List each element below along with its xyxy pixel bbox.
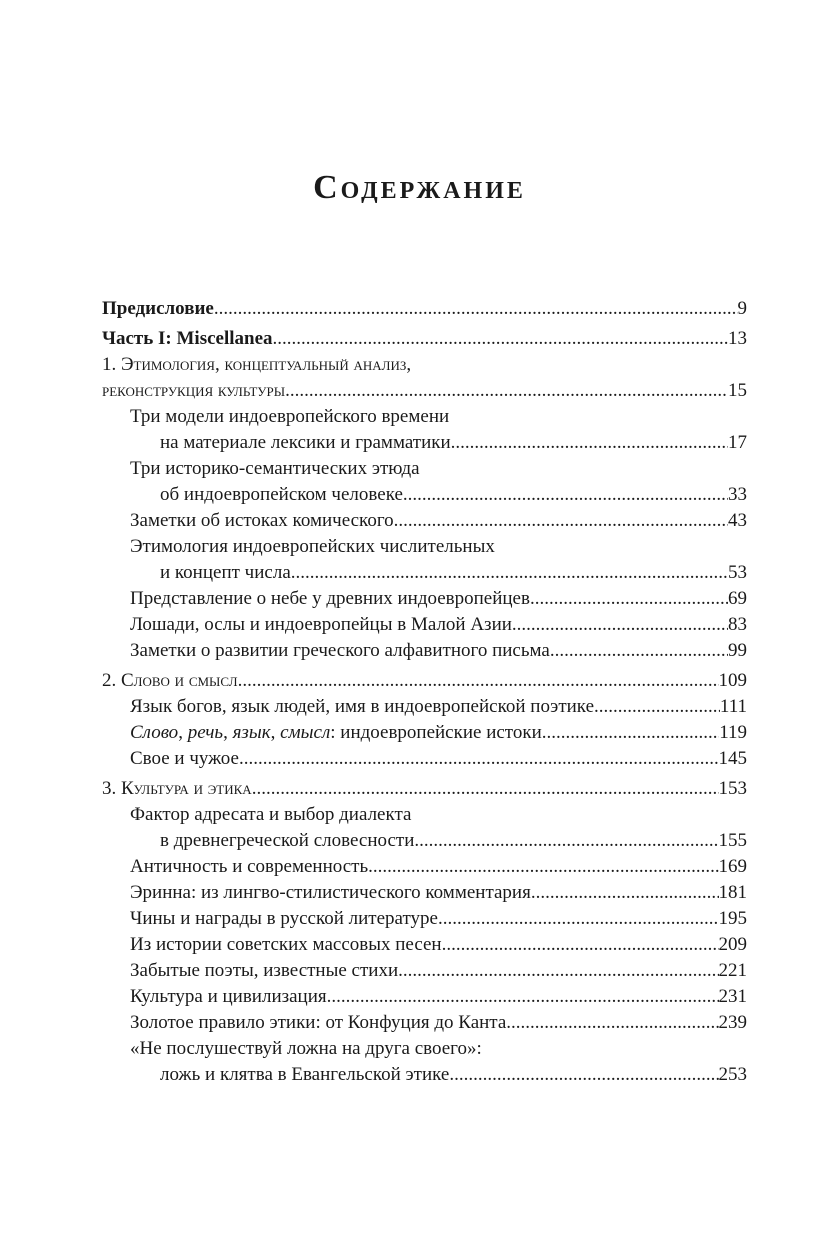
table-of-contents: [102, 296, 747, 1088]
leader-dots: [414, 828, 718, 854]
title-rest: : индоевропейские истоки: [330, 722, 542, 743]
toc-page-number: 109: [718, 670, 747, 691]
toc-entry-title: Слово и смысл: [121, 670, 238, 691]
toc-page-number: 99: [728, 640, 747, 661]
toc-entry-title: Культура и цивилизация: [130, 986, 327, 1007]
toc-entry-title: Культура и этика: [121, 778, 252, 799]
leader-dots: [550, 638, 728, 664]
toc-entry[interactable]: [102, 404, 747, 430]
toc-entry[interactable]: [102, 482, 747, 508]
toc-entry[interactable]: [102, 906, 747, 932]
toc-entry-title: Язык богов, язык людей, имя в индоевропейской поэтике: [130, 696, 594, 717]
toc-entry-title: Представление о небе у древних индоевропейцев: [130, 588, 530, 609]
toc-entry-title: Свое и чужое: [130, 748, 239, 769]
toc-page-number: 155: [718, 830, 747, 851]
toc-entry-title: в древнегреческой словесности: [160, 830, 415, 851]
toc-entry[interactable]: [102, 720, 747, 746]
leader-dots: [252, 776, 719, 802]
toc-entry-title: Забытые поэты, известные стихи: [130, 960, 399, 981]
toc-page-number: 231: [718, 986, 747, 1007]
toc-entry[interactable]: [102, 534, 747, 560]
toc-entry-title: Заметки об истоках комического: [130, 510, 394, 531]
toc-entry[interactable]: [102, 828, 747, 854]
leader-dots: [394, 508, 728, 534]
toc-page-number: 17: [728, 432, 747, 453]
comma: ,: [223, 722, 233, 743]
italic-word: язык: [232, 722, 271, 743]
toc-page-number: 169: [718, 856, 747, 877]
leader-dots: [449, 1062, 718, 1088]
leader-dots: [438, 906, 719, 932]
toc-entry-title: Эринна: из лингво-стилистического комментария: [130, 882, 531, 903]
leader-dots: [327, 984, 719, 1010]
italic-word: смысл: [280, 722, 331, 743]
toc-entry[interactable]: [102, 638, 747, 664]
toc-page-number: 221: [718, 960, 747, 981]
toc-entry-title: ложь и клятва в Евангельской этике: [160, 1064, 450, 1085]
toc-entry-title: об индоевропейском человеке: [160, 484, 403, 505]
toc-entry-title: Чины и награды в русской литературе: [130, 908, 438, 929]
leader-dots: [398, 958, 718, 984]
toc-entry-title: реконструкция культуры: [102, 380, 286, 401]
toc-page-number: 69: [728, 588, 747, 609]
toc-entry[interactable]: [102, 612, 747, 638]
leader-dots: [273, 326, 728, 352]
toc-page-number: 33: [728, 484, 747, 505]
toc-entry[interactable]: [102, 1010, 747, 1036]
toc-entry[interactable]: [102, 802, 747, 828]
leader-dots: [238, 668, 719, 694]
toc-page-number: 111: [719, 696, 747, 717]
leader-dots: [542, 720, 719, 746]
toc-page-number: 15: [728, 380, 747, 401]
toc-entry-title: Три историко-семантических этюда: [130, 458, 420, 479]
leader-dots: [594, 694, 720, 720]
toc-entry-title: Часть I: Miscellanea: [102, 328, 273, 349]
leader-dots: [291, 560, 728, 586]
toc-page-number: 239: [718, 1012, 747, 1033]
leader-dots: [442, 932, 719, 958]
section-number: 1.: [102, 354, 121, 375]
leader-dots: [214, 296, 738, 322]
leader-dots: [451, 430, 728, 456]
toc-section-1-line2[interactable]: [102, 378, 747, 404]
toc-entry[interactable]: [102, 508, 747, 534]
toc-page-number: 209: [718, 934, 747, 955]
toc-entry-title: Этимология индоевропейских числительных: [130, 536, 495, 557]
toc-page-number: 13: [728, 328, 747, 349]
toc-entry-title: Лошади, ослы и индоевропейцы в Малой Азии: [130, 614, 512, 635]
toc-entry-title: Этимология, концептуальный анализ,: [121, 354, 412, 375]
toc-entry-title: Античность и современность: [130, 856, 369, 877]
italic-word: речь: [187, 722, 224, 743]
toc-entry-part1[interactable]: [102, 326, 747, 352]
toc-entry[interactable]: [102, 586, 747, 612]
toc-entry[interactable]: [102, 560, 747, 586]
toc-section-1-line1[interactable]: [102, 352, 747, 378]
toc-entry-title: Заметки о развитии греческого алфавитного письма: [130, 640, 550, 661]
leader-dots: [531, 880, 719, 906]
leader-dots: [512, 612, 728, 638]
toc-page-number: 145: [718, 748, 747, 769]
page-title: Содержание: [313, 169, 526, 206]
toc-entry-title: Фактор адресата и выбор диалекта: [130, 804, 412, 825]
section-number: 3.: [102, 778, 121, 799]
toc-entry-title: Три модели индоевропейского времени: [130, 406, 450, 427]
italic-word: Слово: [130, 722, 179, 743]
toc-page-number: 195: [718, 908, 747, 929]
toc-entry-title: на материале лексики и грамматики: [160, 432, 451, 453]
toc-page-number: 9: [737, 298, 747, 319]
toc-entry-title: Золотое правило этики: от Конфуция до Канта: [130, 1012, 507, 1033]
toc-entry[interactable]: [102, 1062, 747, 1088]
toc-entry[interactable]: [102, 984, 747, 1010]
toc-entry[interactable]: [102, 854, 747, 880]
comma: ,: [270, 722, 281, 743]
toc-page-number: 53: [728, 562, 747, 583]
toc-section-3[interactable]: [102, 776, 747, 802]
leader-dots: [530, 586, 728, 612]
leader-dots: [506, 1010, 718, 1036]
toc-page-number: 119: [719, 722, 747, 743]
toc-entry[interactable]: [102, 1036, 747, 1062]
leader-dots: [368, 854, 718, 880]
toc-page-number: 43: [728, 510, 747, 531]
toc-entry-title: [130, 720, 542, 746]
toc-page-number: 253: [718, 1064, 747, 1085]
leader-dots: [285, 378, 728, 404]
toc-entry[interactable]: [102, 430, 747, 456]
section-number: 2.: [102, 670, 121, 691]
toc-entry-title: «Не послушествуй ложна на друга своего»:: [130, 1038, 482, 1059]
toc-section-2[interactable]: [102, 668, 747, 694]
toc-page-number: 153: [718, 778, 747, 799]
toc-page-number: 83: [728, 614, 747, 635]
toc-entry[interactable]: [102, 958, 747, 984]
toc-entry-title: Предисловие: [102, 298, 214, 319]
toc-entry[interactable]: [102, 694, 747, 720]
toc-entry-title: и концепт числа: [160, 562, 291, 583]
toc-entry-title: Из истории советских массовых песен: [130, 934, 442, 955]
toc-page-number: 181: [718, 882, 747, 903]
toc-entry[interactable]: [102, 880, 747, 906]
toc-entry-preface[interactable]: [102, 296, 747, 322]
comma: ,: [178, 722, 188, 743]
toc-entry[interactable]: [102, 746, 747, 772]
toc-entry[interactable]: [102, 456, 747, 482]
leader-dots: [403, 482, 728, 508]
leader-dots: [239, 746, 719, 772]
toc-entry[interactable]: [102, 932, 747, 958]
